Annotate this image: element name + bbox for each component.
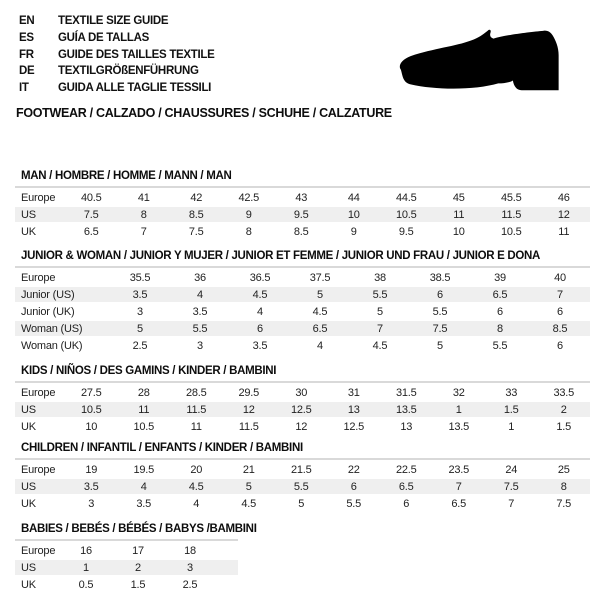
section-title: MAN / HOMBRE / HOMME / MANN / MAN bbox=[21, 170, 232, 182]
language-code: IT bbox=[19, 82, 29, 95]
size-cell: 31 bbox=[347, 386, 360, 399]
size-cell: 4 bbox=[193, 497, 200, 510]
size-cell: 3.5 bbox=[136, 497, 152, 510]
size-cell: 4.5 bbox=[230, 287, 290, 302]
table-row bbox=[15, 560, 238, 575]
language-title: TEXTILGRÖßENFÜHRUNG bbox=[58, 65, 199, 78]
size-table bbox=[15, 188, 590, 241]
size-table-section bbox=[15, 365, 590, 436]
size-cell: 31.5 bbox=[395, 386, 417, 399]
size-cell: 9.5 bbox=[275, 207, 328, 222]
table-row bbox=[15, 190, 590, 205]
size-cell: 39 bbox=[494, 271, 506, 284]
size-cell: 0.5 bbox=[78, 578, 94, 591]
size-cell: 8.5 bbox=[170, 207, 223, 222]
row-label: Europe bbox=[21, 463, 56, 476]
size-cell: 10.5 bbox=[65, 402, 118, 417]
size-cell: 5.5 bbox=[350, 287, 410, 302]
size-cell: 2.5 bbox=[132, 339, 148, 352]
language-title: TEXTILE SIZE GUIDE bbox=[58, 15, 169, 27]
size-cell: 13 bbox=[400, 420, 413, 433]
size-cell: 22.5 bbox=[395, 463, 417, 476]
size-cell: 21.5 bbox=[290, 463, 312, 476]
language-code: EN bbox=[19, 15, 35, 27]
size-cell: 4 bbox=[118, 479, 171, 494]
size-cell: 9.5 bbox=[398, 225, 414, 238]
size-cell: 11 bbox=[433, 207, 486, 222]
size-cell: 7 bbox=[350, 321, 410, 336]
size-cell: 13.5 bbox=[448, 420, 470, 433]
size-cell: 10 bbox=[85, 420, 98, 433]
language-code: ES bbox=[19, 31, 34, 44]
row-label: Europe bbox=[21, 386, 56, 399]
size-cell: 19 bbox=[85, 463, 98, 476]
size-cell: 5 bbox=[290, 287, 350, 302]
row-label: US bbox=[15, 560, 60, 575]
size-cell: 12 bbox=[295, 420, 308, 433]
table-row bbox=[15, 321, 590, 336]
size-cell: 6.5 bbox=[380, 479, 433, 494]
size-cell: 45 bbox=[452, 191, 465, 204]
size-cell: 28 bbox=[137, 386, 150, 399]
row-label: Junior (US) bbox=[15, 287, 110, 302]
size-cell: 10.5 bbox=[380, 207, 433, 222]
table-row bbox=[15, 287, 590, 302]
size-cell: 7.5 bbox=[65, 207, 118, 222]
size-cell: 6 bbox=[328, 479, 381, 494]
size-cell: 4 bbox=[257, 305, 263, 318]
size-cell: 11 bbox=[190, 420, 202, 433]
size-cell: 4.5 bbox=[372, 339, 388, 352]
row-label: US bbox=[15, 402, 65, 417]
size-cell: 1 bbox=[60, 560, 112, 575]
row-label: UK bbox=[21, 420, 36, 433]
size-cell: 38 bbox=[374, 271, 386, 284]
size-cell: 1.5 bbox=[556, 420, 572, 433]
language-row bbox=[19, 13, 215, 30]
size-cell: 41 bbox=[137, 191, 150, 204]
size-cell: 6 bbox=[403, 497, 410, 510]
size-cell: 7.5 bbox=[410, 321, 470, 336]
row-label: Europe bbox=[21, 544, 56, 557]
size-cell: 8.5 bbox=[530, 321, 590, 336]
size-cell: 13 bbox=[328, 402, 381, 417]
language-list bbox=[19, 13, 215, 97]
size-cell: 5.5 bbox=[275, 479, 328, 494]
size-cell: 3.5 bbox=[110, 287, 170, 302]
size-cell: 8 bbox=[118, 207, 171, 222]
size-cell: 2 bbox=[538, 402, 591, 417]
size-cell: 7 bbox=[433, 479, 486, 494]
size-cell: 4.5 bbox=[170, 479, 223, 494]
size-cell: 7.5 bbox=[485, 479, 538, 494]
size-cell: 10 bbox=[328, 207, 381, 222]
size-cell: 8 bbox=[245, 225, 252, 238]
size-cell: 11.5 bbox=[485, 207, 538, 222]
size-cell: 43 bbox=[295, 191, 308, 204]
language-row bbox=[19, 80, 215, 97]
size-table bbox=[15, 268, 590, 355]
size-cell: 28.5 bbox=[185, 386, 207, 399]
table-row bbox=[15, 338, 590, 353]
size-cell: 4 bbox=[317, 339, 323, 352]
size-cell: 5 bbox=[298, 497, 305, 510]
size-cell: 6.5 bbox=[451, 497, 467, 510]
size-cell: 7 bbox=[530, 287, 590, 302]
size-cell: 5 bbox=[223, 479, 276, 494]
size-cell: 6 bbox=[557, 305, 563, 318]
size-cell: 3 bbox=[137, 305, 143, 318]
size-cell: 30 bbox=[295, 386, 308, 399]
table-row bbox=[15, 462, 590, 477]
size-cell: 12 bbox=[223, 402, 276, 417]
size-cell: 3.5 bbox=[65, 479, 118, 494]
size-cell: 3 bbox=[197, 339, 203, 352]
size-table bbox=[15, 541, 238, 594]
size-cell: 4.5 bbox=[241, 497, 257, 510]
table-row bbox=[15, 496, 590, 511]
section-title: JUNIOR & WOMAN / JUNIOR Y MUJER / JUNIOR ET FEMME / JUNIOR UND FRAU / JUNIOR E DONA bbox=[21, 250, 541, 262]
size-cell: 7.5 bbox=[556, 497, 572, 510]
size-cell: 35.5 bbox=[129, 271, 151, 284]
size-cell: 21 bbox=[242, 463, 255, 476]
row-label: US bbox=[15, 207, 65, 222]
size-cell: 7 bbox=[508, 497, 515, 510]
size-cell: 1.5 bbox=[485, 402, 538, 417]
size-cell: 10.5 bbox=[133, 420, 155, 433]
size-cell: 6 bbox=[230, 321, 290, 336]
language-row bbox=[19, 30, 215, 47]
size-cell: 10 bbox=[452, 225, 465, 238]
language-row bbox=[19, 47, 215, 64]
size-table-section bbox=[15, 170, 590, 241]
size-cell: 38.5 bbox=[429, 271, 451, 284]
size-cell: 33 bbox=[505, 386, 518, 399]
size-cell: 5 bbox=[377, 305, 383, 318]
size-cell: 4 bbox=[170, 287, 230, 302]
row-label: Woman (US) bbox=[15, 321, 110, 336]
row-label: Europe bbox=[21, 271, 56, 284]
size-cell: 6.5 bbox=[290, 321, 350, 336]
size-cell: 33.5 bbox=[553, 386, 575, 399]
size-cell: 11.5 bbox=[238, 420, 259, 433]
language-code: DE bbox=[19, 65, 35, 78]
size-cell: 8 bbox=[470, 321, 530, 336]
size-cell: 2.5 bbox=[182, 578, 198, 591]
size-cell: 13.5 bbox=[380, 402, 433, 417]
size-cell: 6.5 bbox=[83, 225, 99, 238]
table-row bbox=[15, 543, 238, 558]
language-title: GUIDE DES TAILLES TEXTILE bbox=[58, 48, 215, 61]
section-title: CHILDREN / INFANTIL / ENFANTS / KINDER / BAMBINI bbox=[21, 442, 303, 454]
size-cell: 20 bbox=[190, 463, 203, 476]
size-cell: 6.5 bbox=[470, 287, 530, 302]
size-cell: 3 bbox=[164, 560, 216, 575]
size-cell: 1 bbox=[433, 402, 486, 417]
size-cell: 2 bbox=[112, 560, 164, 575]
size-cell: 23.5 bbox=[448, 463, 470, 476]
size-cell: 16 bbox=[80, 544, 92, 557]
table-row bbox=[15, 402, 590, 417]
size-cell: 6 bbox=[497, 305, 503, 318]
size-cell: 37.5 bbox=[309, 271, 331, 284]
row-label: Woman (UK) bbox=[21, 339, 83, 352]
size-cell: 36 bbox=[194, 271, 206, 284]
size-cell: 7 bbox=[140, 225, 147, 238]
size-cell: 46 bbox=[557, 191, 570, 204]
size-cell: 10.5 bbox=[500, 225, 522, 238]
size-cell: 40.5 bbox=[80, 191, 102, 204]
size-cell: 42.5 bbox=[238, 191, 260, 204]
size-cell: 44.5 bbox=[395, 191, 417, 204]
spacer-cell bbox=[216, 560, 238, 575]
spacer-cell bbox=[216, 543, 238, 558]
size-cell: 7.5 bbox=[188, 225, 204, 238]
row-label: UK bbox=[21, 497, 36, 510]
size-cell: 42 bbox=[190, 191, 203, 204]
size-cell: 12.5 bbox=[275, 402, 328, 417]
size-cell: 25 bbox=[557, 463, 570, 476]
size-cell: 12.5 bbox=[343, 420, 365, 433]
size-cell: 45.5 bbox=[500, 191, 522, 204]
size-cell: 9 bbox=[223, 207, 276, 222]
size-cell: 22 bbox=[347, 463, 360, 476]
size-cell: 27.5 bbox=[80, 386, 102, 399]
size-cell: 32 bbox=[452, 386, 465, 399]
shoe-icon bbox=[397, 22, 582, 100]
size-cell: 11.5 bbox=[170, 402, 223, 417]
size-cell: 5.5 bbox=[432, 305, 448, 318]
size-cell: 6 bbox=[557, 339, 563, 352]
size-cell: 40 bbox=[554, 271, 566, 284]
table-row bbox=[15, 224, 590, 239]
row-label: Europe bbox=[21, 191, 56, 204]
table-row bbox=[15, 207, 590, 222]
table-row bbox=[15, 419, 590, 434]
size-table-section bbox=[15, 250, 590, 355]
size-cell: 1.5 bbox=[130, 578, 146, 591]
size-cell: 5 bbox=[437, 339, 443, 352]
size-cell: 44 bbox=[347, 191, 360, 204]
section-title: BABIES / BEBÉS / BÉBÉS / BABYS /BAMBINI bbox=[21, 523, 257, 535]
size-cell: 11 bbox=[558, 225, 570, 238]
size-cell: 5 bbox=[110, 321, 170, 336]
size-cell: 3 bbox=[88, 497, 95, 510]
size-cell: 1 bbox=[508, 420, 515, 433]
row-label: UK bbox=[21, 578, 36, 591]
size-cell: 3.5 bbox=[192, 305, 208, 318]
category-heading: FOOTWEAR / CALZADO / CHAUSSURES / SCHUHE / CALZATURE bbox=[16, 106, 392, 120]
table-row bbox=[15, 385, 590, 400]
size-cell: 8 bbox=[538, 479, 591, 494]
language-title: GUÍA DE TALLAS bbox=[58, 31, 149, 44]
row-label: UK bbox=[21, 225, 36, 238]
size-table bbox=[15, 383, 590, 436]
size-table-section bbox=[15, 442, 590, 513]
size-cell: 5.5 bbox=[492, 339, 508, 352]
size-table bbox=[15, 460, 590, 513]
size-cell: 5.5 bbox=[170, 321, 230, 336]
size-cell: 8.5 bbox=[293, 225, 309, 238]
language-code: FR bbox=[19, 48, 34, 61]
size-cell: 11 bbox=[118, 402, 171, 417]
size-cell: 3.5 bbox=[252, 339, 268, 352]
table-row bbox=[15, 304, 590, 319]
size-cell: 29.5 bbox=[238, 386, 260, 399]
size-cell: 18 bbox=[184, 544, 196, 557]
spacer-cell bbox=[216, 577, 238, 592]
row-label: US bbox=[15, 479, 65, 494]
size-cell: 9 bbox=[350, 225, 357, 238]
size-table-section bbox=[15, 523, 590, 594]
table-row bbox=[15, 577, 238, 592]
size-cell: 5.5 bbox=[346, 497, 362, 510]
language-row bbox=[19, 63, 215, 80]
size-cell: 19.5 bbox=[133, 463, 155, 476]
size-cell: 6 bbox=[410, 287, 470, 302]
row-label: Junior (UK) bbox=[21, 305, 75, 318]
size-cell: 12 bbox=[538, 207, 591, 222]
size-cell: 24 bbox=[505, 463, 518, 476]
section-title: KIDS / NIÑOS / DES GAMINS / KINDER / BAMBINI bbox=[21, 365, 277, 377]
size-cell: 36.5 bbox=[249, 271, 271, 284]
size-cell: 4.5 bbox=[312, 305, 328, 318]
table-row bbox=[15, 270, 590, 285]
table-row bbox=[15, 479, 590, 494]
language-title: GUIDA ALLE TAGLIE TESSILI bbox=[58, 82, 212, 95]
size-cell: 17 bbox=[132, 544, 144, 557]
